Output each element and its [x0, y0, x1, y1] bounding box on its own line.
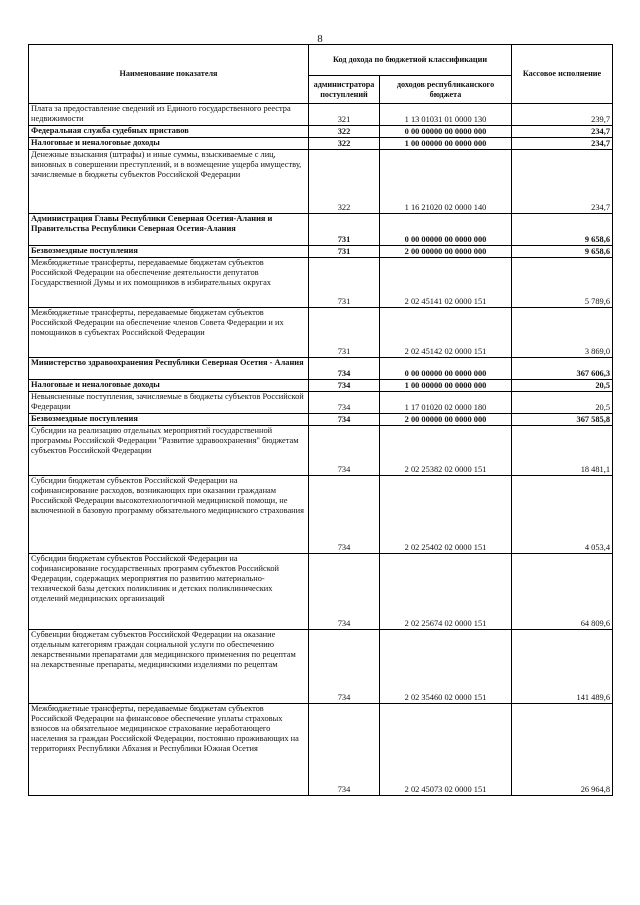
table-row [29, 704, 613, 796]
row-amount: 26 964,8 [512, 704, 613, 796]
row-income-code: 2 02 25382 02 0000 151 [380, 426, 512, 476]
page-number: 8 [317, 33, 323, 45]
row-admin-code: 734 [309, 476, 380, 554]
table-row [29, 138, 613, 150]
row-admin-code: 734 [309, 426, 380, 476]
row-name: Межбюджетные трансферты, передаваемые бюджетам субъектов Российской Федерации на финансовое обеспечение уплаты страховых взносов на обязательное медицинское страхование неработающего населения за граждан Российской Федерации, постоянно проживающих на территориях Республики Абхазия и Республики Южная Осетия [29, 704, 309, 796]
row-name: Администрация Главы Республики Северная Осетия-Алания и Правительства Республики Северная Осетия-Алания [29, 214, 309, 246]
table-row [29, 358, 613, 380]
row-income-code: 2 00 00000 00 0000 000 [380, 246, 512, 258]
row-income-code: 2 02 45073 02 0000 151 [380, 704, 512, 796]
table-row [29, 554, 613, 630]
row-income-code: 2 00 00000 00 0000 000 [380, 414, 512, 426]
row-admin-code: 731 [309, 246, 380, 258]
row-amount: 234,7 [512, 150, 613, 214]
table-row [29, 214, 613, 246]
row-amount: 141 489,6 [512, 630, 613, 704]
row-income-code: 2 02 45141 02 0000 151 [380, 258, 512, 308]
row-admin-code: 734 [309, 704, 380, 796]
row-income-code: 0 00 00000 00 0000 000 [380, 358, 512, 380]
row-name: Субсидии бюджетам субъектов Российской Федерации на софинансирование государственных программ субъектов Российской Федерации, содержащих мероприятия по развитию материально-технической базы детских поликлиник и детских поликлинических отделений медицинских организаций [29, 554, 309, 630]
table-row [29, 258, 613, 308]
row-admin-code: 734 [309, 380, 380, 392]
row-amount: 367 606,3 [512, 358, 613, 380]
column-header-income: доходов республиканского бюджета [380, 76, 512, 104]
row-amount: 18 481,1 [512, 426, 613, 476]
row-amount: 9 658,6 [512, 214, 613, 246]
row-name: Межбюджетные трансферты, передаваемые бюджетам субъектов Российской Федерации на обеспечение деятельности депутатов Государственной Думы и их помощников в избирательных округах [29, 258, 309, 308]
row-name: Безвозмездные поступления [29, 246, 309, 258]
row-admin-code: 322 [309, 126, 380, 138]
table-row [29, 414, 613, 426]
row-admin-code: 734 [309, 358, 380, 380]
row-name: Федеральная служба судебных приставов [29, 126, 309, 138]
row-name: Налоговые и неналоговые доходы [29, 138, 309, 150]
column-header-admin: администратора поступлений [309, 76, 380, 104]
row-amount: 20,5 [512, 392, 613, 414]
table-row [29, 104, 613, 126]
table-row [29, 426, 613, 476]
row-admin-code: 322 [309, 138, 380, 150]
row-income-code: 2 02 35460 02 0000 151 [380, 630, 512, 704]
row-income-code: 0 00 00000 00 0000 000 [380, 126, 512, 138]
table-row [29, 150, 613, 214]
row-name: Невыясненные поступления, зачисляемые в бюджеты субъектов Российской Федерации [29, 392, 309, 414]
row-amount: 9 658,6 [512, 246, 613, 258]
row-admin-code: 734 [309, 392, 380, 414]
table-row [29, 476, 613, 554]
row-income-code: 2 02 45142 02 0000 151 [380, 308, 512, 358]
column-header-cash: Кассовое исполнение [512, 45, 613, 104]
row-admin-code: 322 [309, 150, 380, 214]
table-row [29, 380, 613, 392]
row-name: Субсидии на реализацию отдельных мероприятий государственной программы Российской Федерации "Развитие здравоохранения" бюджетам субъектов Российской Федерации [29, 426, 309, 476]
row-admin-code: 731 [309, 214, 380, 246]
table-row [29, 392, 613, 414]
row-income-code: 0 00 00000 00 0000 000 [380, 214, 512, 246]
row-income-code: 1 00 00000 00 0000 000 [380, 380, 512, 392]
row-name: Денежные взыскания (штрафы) и иные суммы, взыскиваемые с лиц, виновных в совершении преступлений, и в возмещение ущерба имуществу, зачисляемые в бюджеты субъектов Российской Федерации [29, 150, 309, 214]
row-name: Плата за предоставление сведений из Единого государственного реестра недвижимости [29, 104, 309, 126]
table-row [29, 126, 613, 138]
row-amount: 3 869,0 [512, 308, 613, 358]
row-admin-code: 734 [309, 630, 380, 704]
column-header-name: Наименование показателя [29, 45, 309, 104]
row-admin-code: 731 [309, 258, 380, 308]
row-name: Министерство здравоохранения Республики Северная Осетия - Алания [29, 358, 309, 380]
column-header-code-group: Код дохода по бюджетной классификации [309, 45, 512, 76]
row-admin-code: 734 [309, 414, 380, 426]
row-admin-code: 321 [309, 104, 380, 126]
row-admin-code: 731 [309, 308, 380, 358]
row-income-code: 1 13 01031 01 0000 130 [380, 104, 512, 126]
row-amount: 5 789,6 [512, 258, 613, 308]
row-amount: 234,7 [512, 126, 613, 138]
row-amount: 64 809,6 [512, 554, 613, 630]
row-name: Субвенции бюджетам субъектов Российской Федерации на оказание отдельным категориям граждан социальной услуги по обеспечению лекарственными препаратами для медицинского применения по рецептам на лекарственные препараты, медицинскими изделиями по рецептам [29, 630, 309, 704]
row-amount: 234,7 [512, 138, 613, 150]
row-amount: 4 053,4 [512, 476, 613, 554]
row-name: Субсидии бюджетам субъектов Российской Федерации на софинансирование расходов, возникающих при оказании гражданам Российской Федерации высокотехнологичной медицинской помощи, не включенной в базовую программу обязательного медицинского страхования [29, 476, 309, 554]
row-income-code: 2 02 25402 02 0000 151 [380, 476, 512, 554]
row-name: Межбюджетные трансферты, передаваемые бюджетам субъектов Российской Федерации на обеспечение членов Совета Федерации и их помощников в субъектах Российской Федерации [29, 308, 309, 358]
row-income-code: 1 00 00000 00 0000 000 [380, 138, 512, 150]
revenue-table [28, 44, 613, 796]
table-body [29, 104, 613, 796]
row-amount: 367 585,8 [512, 414, 613, 426]
row-name: Безвозмездные поступления [29, 414, 309, 426]
table-row [29, 630, 613, 704]
row-income-code: 1 17 01020 02 0000 180 [380, 392, 512, 414]
table-row [29, 308, 613, 358]
row-amount: 239,7 [512, 104, 613, 126]
row-name: Налоговые и неналоговые доходы [29, 380, 309, 392]
row-income-code: 2 02 25674 02 0000 151 [380, 554, 512, 630]
row-admin-code: 734 [309, 554, 380, 630]
table-row [29, 246, 613, 258]
row-income-code: 1 16 21020 02 0000 140 [380, 150, 512, 214]
row-amount: 20,5 [512, 380, 613, 392]
